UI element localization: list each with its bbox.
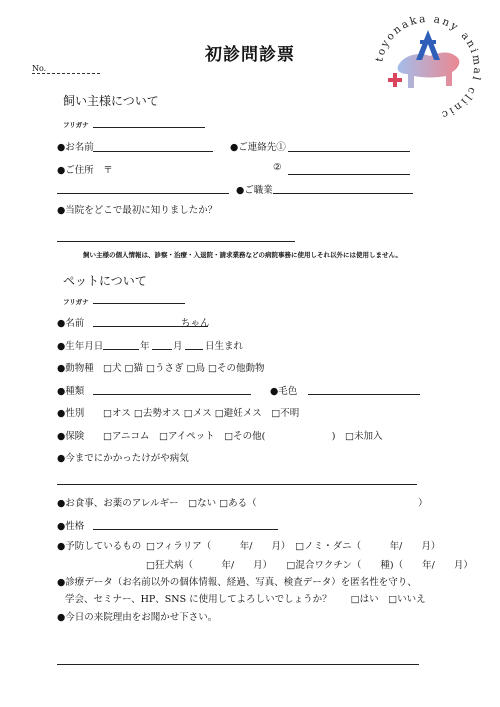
form-number-field[interactable] [32, 73, 100, 74]
birth-year-unit: 年 [140, 341, 150, 352]
plus-icon [388, 73, 402, 87]
birth-month-field[interactable] [152, 349, 172, 350]
dog-icon [398, 53, 460, 89]
pet-furigana-field[interactable] [93, 303, 185, 304]
contact-2-label: ② [273, 162, 282, 173]
personality-label: ●性格 [57, 521, 85, 532]
breed-field[interactable] [93, 394, 251, 395]
prevention-row-2[interactable]: □狂犬病（ 年/ 月） □混合ワクチン（ 種)（ 年/ 月） [146, 560, 473, 571]
allergy-row[interactable]: ●お食事、お薬のアレルギー □ない □ある（ ） [57, 498, 428, 509]
birth-year-field[interactable] [103, 349, 139, 350]
prevention-label: ●予防しているもの [57, 541, 142, 552]
contact-field-2[interactable] [288, 174, 410, 175]
pet-name-suffix: ちゃん [181, 318, 210, 329]
contact-field-1[interactable] [288, 151, 410, 152]
coat-color-label: ●毛色 [270, 386, 298, 397]
form-number-label: No. [32, 64, 47, 73]
owner-name-label: ●お名前 [57, 142, 94, 153]
birth-day-field[interactable] [185, 349, 203, 350]
insurance-label: ●保険 [57, 431, 85, 442]
occupation-field[interactable] [273, 193, 413, 194]
insurance-options[interactable]: □アニコム □アイペット □その他( ) □未加入 [103, 431, 383, 442]
data-consent-line-2[interactable]: 学会、セミナー、HP、SNS に使用してよろしいでしょうか？ □はい □いいえ [65, 594, 426, 605]
privacy-notice: 飼い主様の個人情報は、診察・治療・入退院・請求業務などの病院事務に使用しそれ以外には使用しません。 [83, 251, 402, 259]
visit-reason-label: ●今日の来院理由をお聞かせ下さい。 [57, 612, 218, 623]
coat-color-field[interactable] [308, 394, 420, 395]
address-field[interactable] [57, 193, 229, 194]
birthdate-label: ●生年月日 [57, 341, 104, 352]
breed-label: ●種類 [57, 386, 85, 397]
logo-ring-text: toyonaka any animal clinic [373, 12, 484, 122]
sex-options[interactable]: □オス □去勢オス □メス □避妊メス □不明 [103, 408, 300, 419]
pet-section-heading: ペットについて [63, 274, 147, 288]
address-label: ●ご住所 〒 [57, 165, 113, 176]
sex-label: ●性別 [57, 408, 85, 419]
owner-furigana-label: フリガナ [63, 121, 89, 129]
occupation-label: ●ご職業 [236, 185, 273, 196]
medical-history-label: ●今までにかかったけがや病気 [57, 453, 189, 464]
prevention-row-1[interactable]: □フィラリア（ 年/ 月） □ノミ・ダニ（ 年/ 月） [146, 541, 441, 552]
pet-furigana-label: フリガナ [63, 298, 89, 306]
pet-name-label: ●名前 [57, 318, 85, 329]
data-consent-line-1: ●診療データ（お名前以外の個体情報、経過、写真、検査データ）を匿名性を守り、 [57, 577, 417, 588]
referral-source-label: ●当院をどこで最初に知りましたか？ [57, 205, 218, 216]
visit-reason-field[interactable] [57, 664, 419, 665]
contact-label: ●ご連絡先① [230, 142, 286, 153]
owner-furigana-field[interactable] [93, 127, 205, 128]
owner-name-field[interactable] [93, 151, 213, 152]
referral-source-field[interactable] [57, 241, 295, 242]
personality-field[interactable] [93, 529, 278, 530]
birth-day-unit: 日生まれ [205, 341, 244, 352]
species-label: ●動物種 [57, 363, 94, 374]
species-options[interactable]: □犬 □猫 □うさぎ □鳥 □その他動物 [103, 363, 265, 374]
birth-month-unit: 月 [173, 341, 183, 352]
owner-section-heading: 飼い主様について [63, 94, 159, 108]
page-title: 初診問診票 [205, 45, 295, 65]
medical-history-field[interactable] [57, 484, 417, 485]
clinic-logo [368, 8, 488, 128]
